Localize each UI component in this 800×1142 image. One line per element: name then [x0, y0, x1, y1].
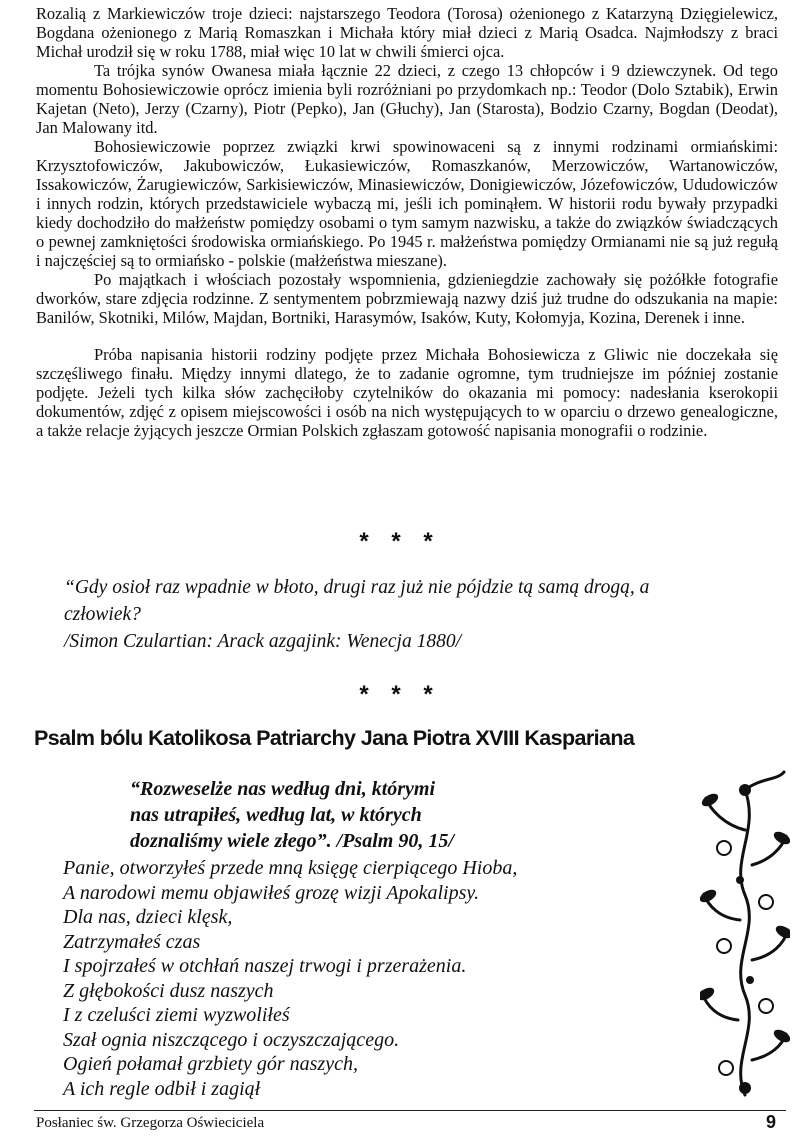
poem-line: I spojrzałeś w otchłań naszej trwogi i przerażenia. [63, 955, 467, 977]
paragraph: Próba napisania historii rodziny podjęte przez Michała Bohosiewicza z Gliwic nie doczekała się szczęśliwego finału. Między innymi dlatego, że to zadanie ogromne, tym trudniejsze im później zostanie podjęte. Jeżeli tych kilka słów zachęciłoby czytelników do okazania mi pomocy: nadesłania kserokopii dokumentów, zdjęć z opisem miejscowości i osób na nich występujących to w oparciu o drzewo genealogiczne, a także relacje żyjących jeszcze Ormian Polskich zgłaszam gotowość napisania monografii o rodzinie. [36, 345, 778, 440]
epigraph-line: nas utrapiłeś, według lat, w których [130, 804, 422, 826]
section-separator: * * * [359, 528, 441, 555]
poem-line: A narodowi memu objawiłeś grozę wizji Apokalipsy. [63, 881, 480, 904]
section-separator: * * * [359, 681, 441, 708]
psalm-title: Psalm bólu Katolikosa Patriarchy Jana Piotra XVIII Kaspariana [34, 726, 635, 750]
psalm-epigraph [130, 776, 650, 854]
footer-publication: Posłaniec św. Grzegorza Oświeciciela [36, 1115, 265, 1131]
floral-vine-ornament-icon [700, 770, 790, 1100]
poem-line: Panie, otworzyłeś przede mną księgę cierpiącego Hioba, [63, 857, 518, 879]
poem-line: Z głębokości dusz naszych [63, 979, 274, 1002]
epigraph-line: “Rozweselże nas według dni, którymi [130, 778, 436, 800]
footer-rule [34, 1110, 786, 1111]
paragraph: Bohosiewiczowie poprzez związki krwi spowinowaceni są z innymi rodzinami ormiańskimi: Krzysztofowiczów, Jakubowiczów, Łukasiewiczów, Romaszkanów, Merzowiczów, Wartanowiczów, Issakowiczów, Żarugiewiczów, Sarkisiewiczów, Minasiewiczów, Donigiewiczów, Józefowiczów, Ududowiczów i innych rodzin, których przedstawiciele wybaczą mi, jeśli ich pominąłem. W historii rodu bywały przypadki kiedy dochodziło do małżeństw pomiędzy osobami o tym samym nazwisku, a także do związków świadczących o pewnej zamkniętości środowiska ormiańskiego. Po 1945 r. małżeństwa pomiędzy Ormianami nie są już regułą i najczęściej są to ormiańsko - polskie (małżeństwa mieszane). [36, 137, 778, 270]
quote-source: /Simon Czulartian: Arack azgajink: Wenecja 1880/ [64, 631, 462, 652]
quote-line: “Gdy osioł raz wpadnie w błoto, drugi raz już nie pójdzie tą samą drogą, a [64, 577, 650, 598]
poem-line: I z czeluści ziemi wyzwoliłeś [63, 1004, 290, 1026]
proverb-quote [64, 574, 784, 655]
paragraph: Po majątkach i włościach pozostały wspomnienia, gdzieniegdzie zachowały się pożółkłe fotografie dworków, stare zdjęcia rodzinne. Z sentymentem pobrzmiewają nazwy dziś już trudne do odszukania na mapie: Banilów, Skotniki, Milów, Majdan, Bortniki, Harasymów, Isaków, Kuty, Kołomyja, Kozina, Derenek i inne. [36, 270, 778, 327]
paragraph: Ta trójka synów Owanesa miała łącznie 22 dzieci, z czego 13 chłopców i 9 dziewczynek. Od tego momentu Bohosiewiczowie oprócz imienia byli rozróżniani po przydomkach np.: Teodor (Dolo Sztabik), Erwin Kajetan (Neto), Jerzy (Czarny), Piotr (Pepko), Jan (Głuchy), Jan (Starosta), Bodzio Czarny, Bogdan (Deodat), Jan Malowany itd. [36, 61, 778, 137]
psalm-poem [63, 856, 663, 1101]
page-number: 9 [765, 1112, 776, 1132]
poem-line: Dla nas, dzieci klęsk, [63, 906, 233, 928]
poem-line: Szał ognia niszczącego i oczyszczającego. [63, 1028, 400, 1051]
poem-line: Zatrzymałeś czas [63, 930, 201, 953]
poem-line: Ogień połamał grzbiety gór naszych, [63, 1053, 358, 1075]
paragraph: Rozalią z Markiewiczów troje dzieci: najstarszego Teodora (Torosa) ożenionego z Katarzyną Dzięgielewicz, Bogdana ożenionego z Marią Romaszkan i Michała który miał dzieci z Marią Osadca. Najmłodszy z braci Michał urodził się w roku 1788, miał więc 10 lat w chwili śmierci ojca. [36, 4, 778, 61]
article-body [36, 4, 778, 440]
poem-line: A ich regle odbił i zagiął [63, 1077, 261, 1100]
quote-line: człowiek? [64, 604, 141, 625]
epigraph-line: doznaliśmy wiele złego”. /Psalm 90, 15/ [130, 830, 454, 852]
